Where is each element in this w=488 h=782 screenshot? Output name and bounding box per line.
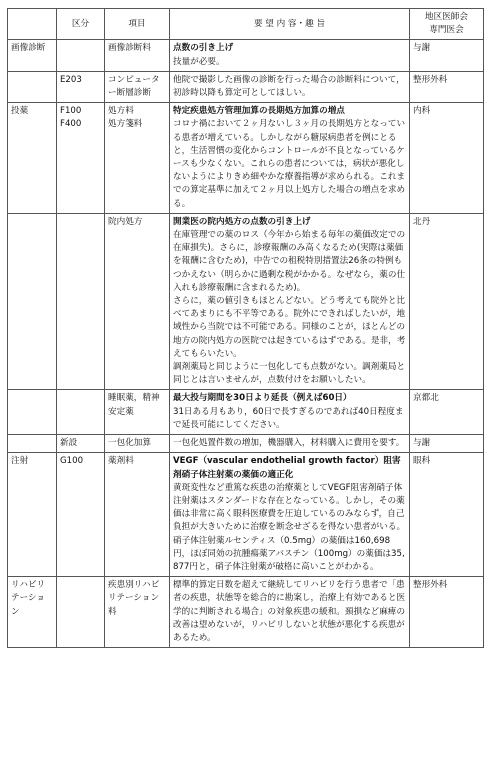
table-row [8, 40, 484, 71]
request-cell [170, 453, 410, 577]
association-cell: 整形外科 [410, 577, 484, 648]
item-cell: 処方料 処方箋料 [105, 103, 170, 214]
header-blank [8, 9, 57, 40]
table-row [8, 390, 484, 435]
code-cell: F100 F400 [57, 103, 105, 214]
request-body: 他院で撮影した画像の診断を行った場合の診断料について，初診時以降も算定可としてほしい。 [173, 74, 405, 99]
request-cell [170, 435, 410, 453]
association-cell: 整形外科 [410, 71, 484, 102]
request-body: コロナ禍において２ヶ月ないし３ヶ月の長期処方となっている患者が増えている。しかしながら糖尿病患者を例にとると，生活習慣の変化からコントロールが不良となっているケースも少なくない。これらの患者については，病状が悪化しないようによりきめ細やかな療養指導が求められる。これまでの算定基準に加えて２ヶ月以上処方した場合の増点を求める。 [173, 119, 406, 209]
request-body: 在庫管理での薬のロス（今年から始まる毎年の薬価改定での在庫損失)。さらに，診療報酬のみ高くなるため(実際は薬価を報酬に含むため)，中告での租税特別措置法26条の特例もつかえない（明らかに過剰な税がかかる。なぜなら，薬の仕入れも診療報酬に含まれるため)。 さらに，薬の値引きもほとんどない。どう考えても院外と比べてあまりにも不平等である。院外にできればしたいが，地域性から当院では不可能である。同様のことが，ほとんどの地方の院内処方の医院では起きているはずである。是非，考えてもらいたい。 調剤薬局と同じように一包化しても点数がない。調剤薬局と同じとは言いませんが，点数付けをお願いしたい。 [173, 230, 406, 386]
code-cell [57, 390, 105, 435]
request-title: 点数の引き上げ [173, 43, 234, 54]
table-row [8, 453, 484, 577]
table-row [8, 103, 484, 214]
header-row [8, 9, 484, 40]
request-body: 標準的算定日数を超えて継続してリハビリを行う患者で「患者の疾患，状態等を総合的に勘案し，治療上有効であると医学的に判断される場合」の対象疾患の緩和。頚損など麻痺の改善は望めないが，リハビリしないと状態が悪化する疾患があるため。 [173, 580, 406, 643]
request-body: 31日ある月もあり，60日で長すぎるのであれば40日程度まで延長可能にしてください。 [173, 406, 404, 430]
section-cell [8, 435, 57, 453]
request-body: 技量が必要。 [173, 56, 225, 67]
request-title: 最大投与期間を30日より延長（例えば60日） [173, 393, 352, 404]
header-item: 項目 [105, 9, 170, 40]
table-row [8, 71, 484, 102]
table-row [8, 435, 484, 453]
header-request: 要 望 内 容・趣 旨 [170, 9, 410, 40]
section-cell [8, 213, 57, 390]
request-body: 黄斑変性など重篤な疾患の治療薬としてVEGF阻害剤硝子体注射薬はスタンダードな存在となっている。しかし，その薬価は非常に高く眼科医療費を圧迫しているのみならず，自己負担が大きいために治療を断念せざるを得ない患者がいる。硝子体注射薬ルセンティス（0.5mg）の薬価は160,698円，ほぼ同効の抗腫瘍薬アバスチン（100mg）の薬価は35,877円と，硝子体注射薬が破格に高いことがわかる。 [173, 482, 406, 572]
section-cell: 画像診断 [8, 40, 57, 71]
request-title: 開業医の院内処方の点数の引き上げ [173, 216, 311, 227]
section-cell: 投薬 [8, 103, 57, 214]
item-cell: 画像診断料 [105, 40, 170, 71]
association-cell: 眼科 [410, 453, 484, 577]
association-cell: 北丹 [410, 213, 484, 390]
section-cell [8, 390, 57, 435]
association-cell: 内科 [410, 103, 484, 214]
request-cell [170, 40, 410, 71]
code-cell [57, 40, 105, 71]
item-cell: 睡眠薬，精神安定薬 [105, 390, 170, 435]
request-cell [170, 71, 410, 102]
table-row [8, 577, 484, 648]
code-cell [57, 577, 105, 648]
code-cell: 新設 [57, 435, 105, 453]
header-association-line2: 専門医会 [429, 25, 464, 36]
item-cell: 院内処方 [105, 213, 170, 390]
header-association [410, 9, 484, 40]
code-cell [57, 213, 105, 390]
request-body: 一包化処置件数の増加，機器購入，材料購入に費用を要す。 [173, 438, 405, 449]
request-title: VEGF（vascular endothelial growth factor）阻害剤硝子体注射薬の薬価の適正化 [173, 456, 401, 480]
request-cell [170, 577, 410, 648]
request-cell [170, 213, 410, 390]
request-title: 特定疾患処方管理加算の長期処方加算の増点 [173, 106, 345, 117]
item-cell: 一包化加算 [105, 435, 170, 453]
code-cell: G100 [57, 453, 105, 577]
section-cell: リハビリテーション [8, 577, 57, 648]
item-cell: コンピューター断層診断 [105, 71, 170, 102]
section-cell [8, 71, 57, 102]
header-association-line1: 地区医師会 [425, 12, 468, 22]
request-table [7, 8, 484, 648]
association-cell: 与謝 [410, 40, 484, 71]
association-cell: 京都北 [410, 390, 484, 435]
item-cell: 疾患別リハビリテーション料 [105, 577, 170, 648]
header-category: 区分 [57, 9, 105, 40]
item-cell: 薬剤料 [105, 453, 170, 577]
table-row [8, 213, 484, 390]
request-cell [170, 390, 410, 435]
code-cell: E203 [57, 71, 105, 102]
association-cell: 与謝 [410, 435, 484, 453]
section-cell: 注射 [8, 453, 57, 577]
request-cell [170, 103, 410, 214]
